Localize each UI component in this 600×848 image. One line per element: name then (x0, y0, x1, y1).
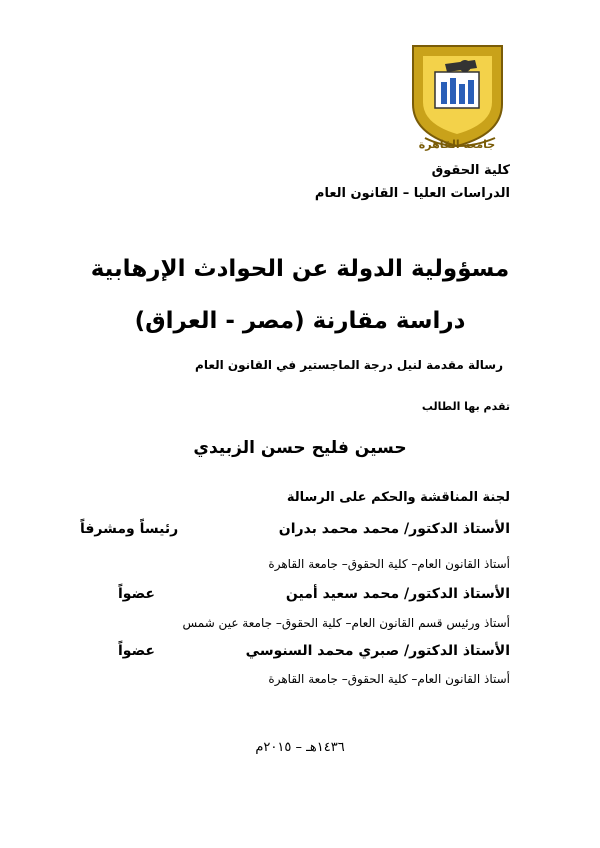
committee-member-description: أستاذ القانون العام– كلية الحقوق– جامعة القاهرة (268, 557, 510, 571)
committee-member-role: رئيساً ومشرفاً (80, 521, 179, 537)
committee-member-name: الأستاذ الدكتور/ صبري محمد السنوسي (245, 643, 510, 659)
faculty-name: كلية الحقوق (431, 163, 510, 178)
thesis-subtitle-comparative: دراسة مقارنة (مصر - العراق) (134, 308, 466, 334)
committee-member-name: الأستاذ الدكتور/ محمد سعيد أمين (285, 586, 510, 602)
committee-member-description: أستاذ القانون العام– كلية الحقوق– جامعة القاهرة (268, 672, 510, 686)
cairo-university-logo-icon (405, 42, 510, 152)
thesis-title: مسؤولية الدولة عن الحوادث الإرهابية (90, 256, 510, 282)
committee-member-role: عضواً (118, 643, 155, 659)
committee-heading: لجنة المناقشة والحكم على الرسالة (286, 490, 510, 505)
degree-statement: رسالة مقدمة لنيل درجة الماجستير في القانون العام (195, 358, 503, 372)
committee-member-description: أستاذ ورئيس قسم القانون العام– كلية الحقوق– جامعة عين شمس (182, 616, 510, 630)
student-name: حسين فليح حسن الزبيدي (193, 438, 407, 458)
presented-by-label: تقدم بها الطالب (421, 400, 510, 413)
logo-text: جامعة القاهرة (418, 138, 496, 151)
committee-member-role: عضواً (118, 586, 155, 602)
department-name: الدراسات العليا – القانون العام (314, 186, 510, 201)
committee-member-name: الأستاذ الدكتور/ محمد محمد بدران (278, 521, 510, 537)
date-line: ١٤٣٦هـ – ٢٠١٥م (255, 740, 345, 755)
